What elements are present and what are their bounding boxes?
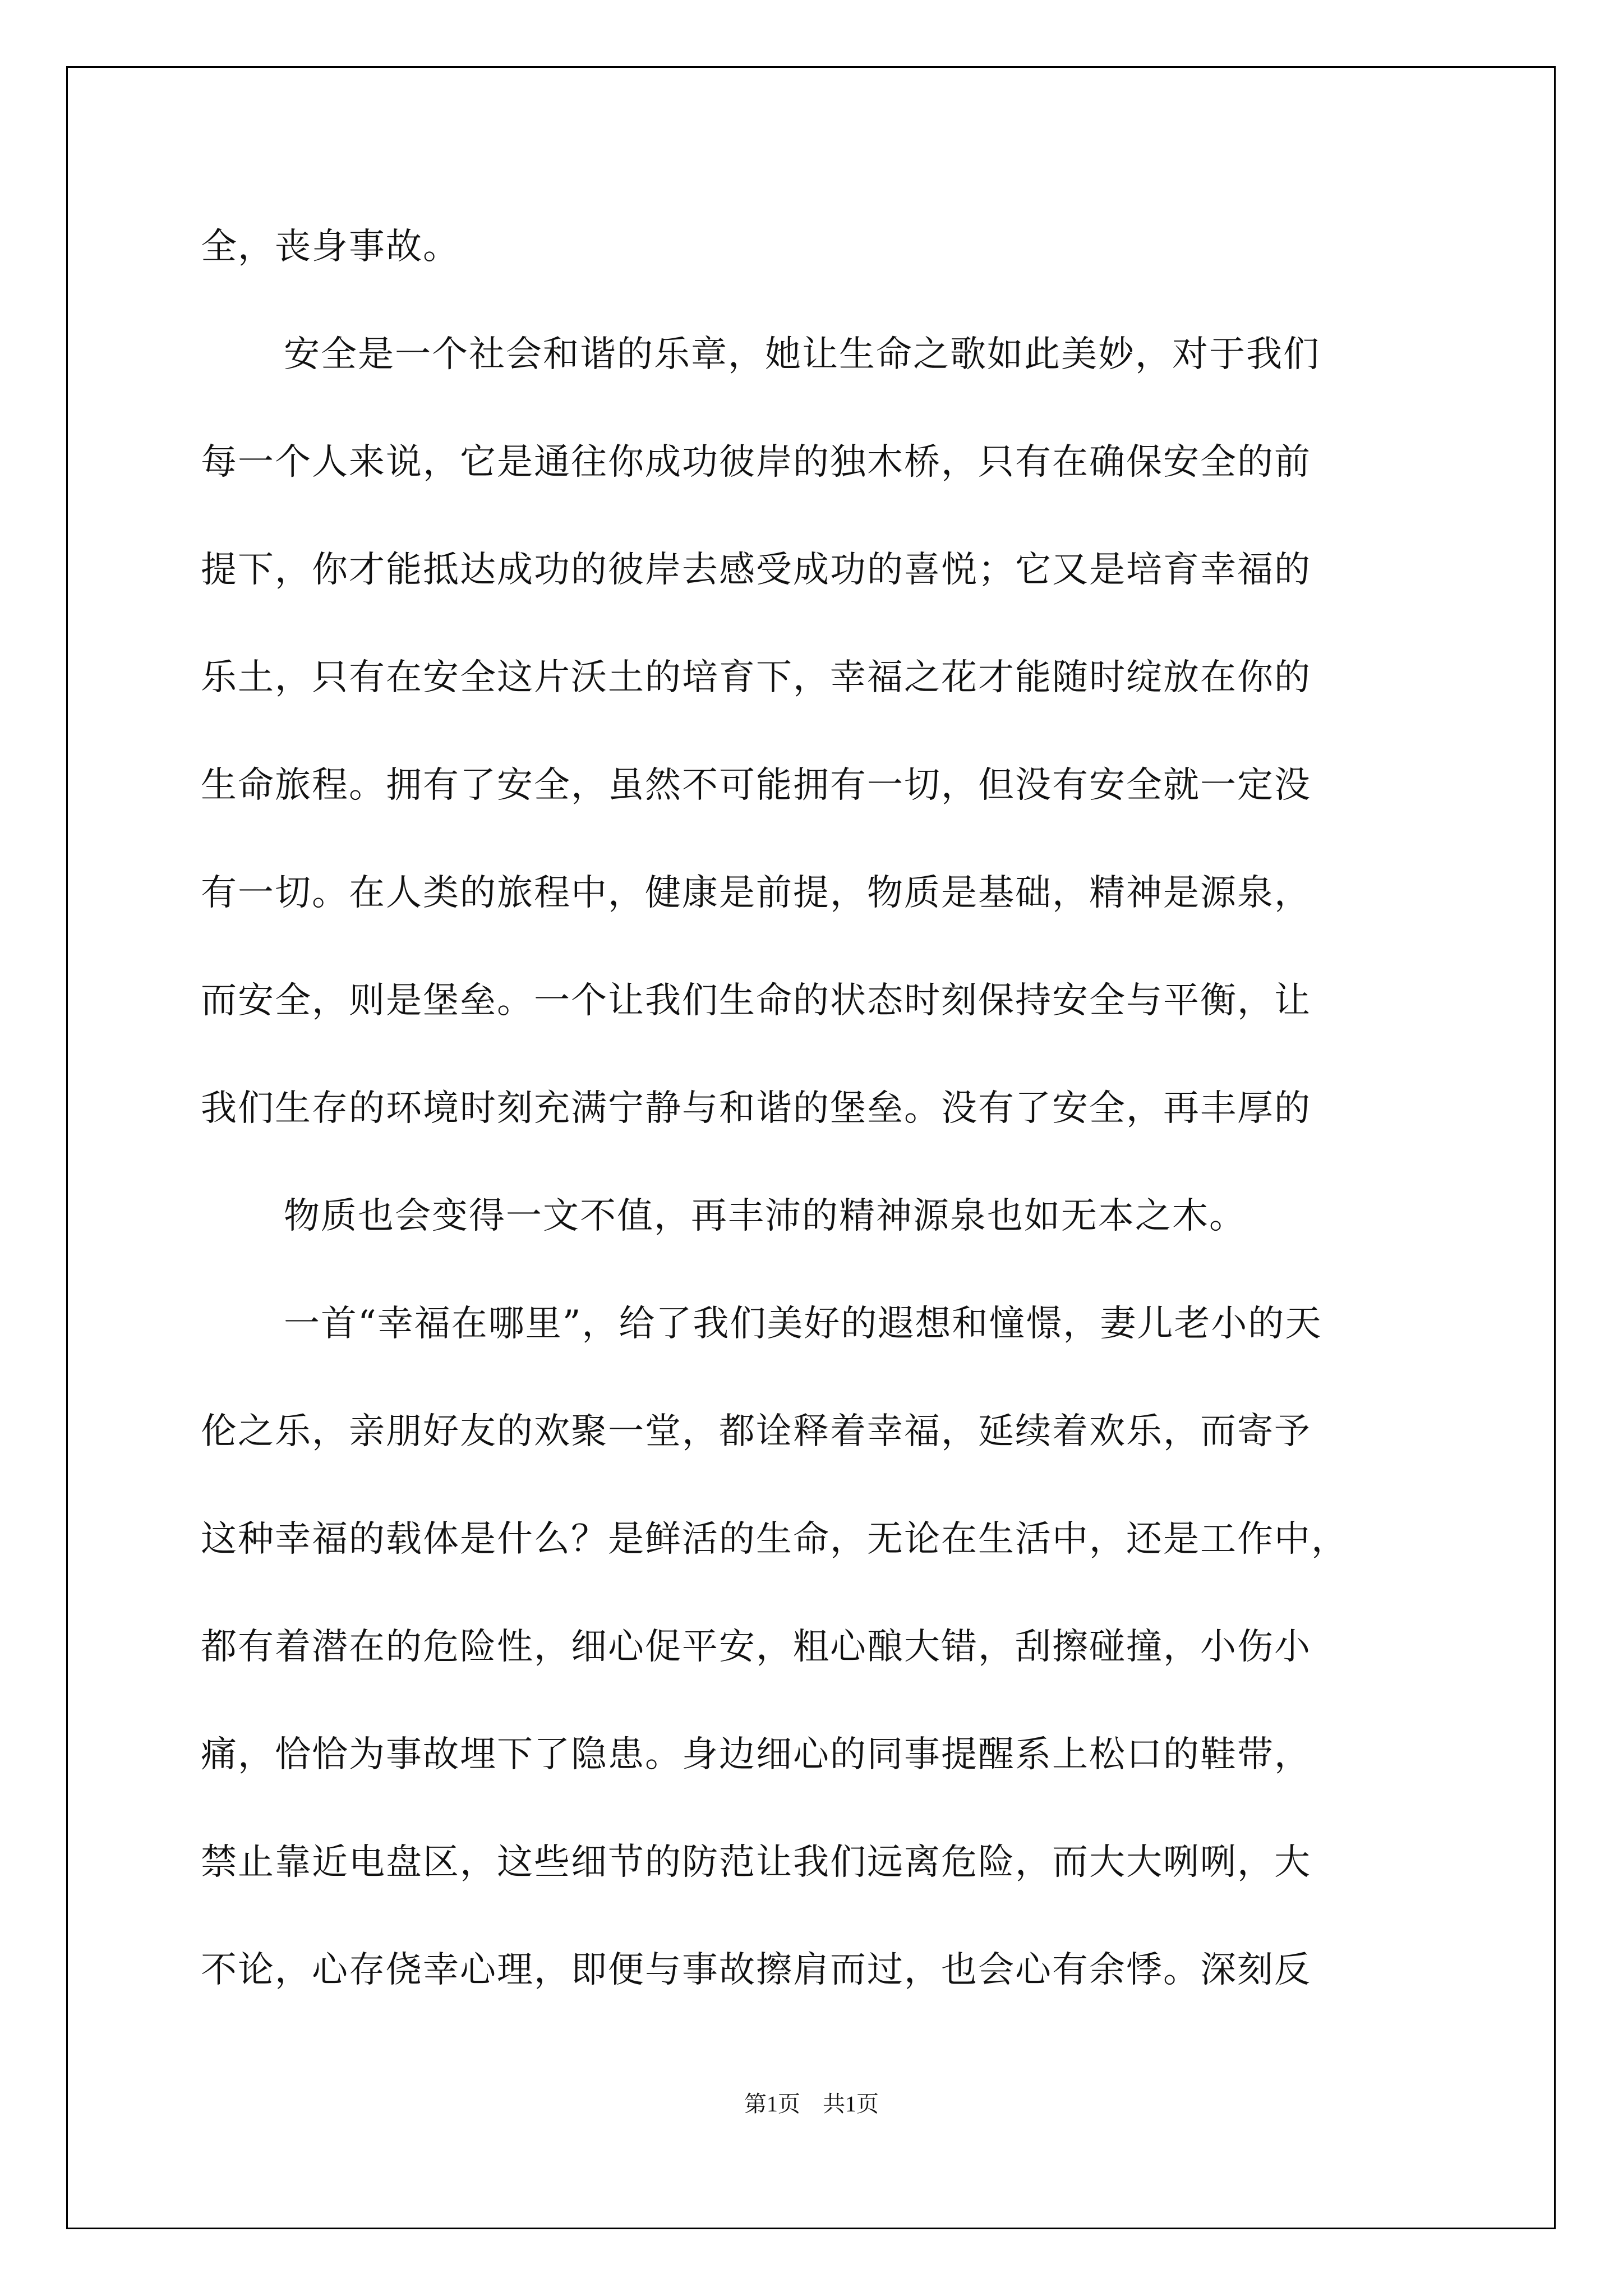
text-line: 生命旅程。拥有了安全，虽然不可能拥有一切，但没有安全就一定没 [201, 765, 1311, 806]
text-line: 都有着潜在的危险性，细心促平安，粗心酿大错，刮擦碰撞，小伤小 [201, 1626, 1311, 1668]
text-line: 一首“幸福在哪里”，给了我们美好的遐想和憧憬，妻儿老小的天 [284, 1303, 1322, 1345]
text-line: 我们生存的环境时刻充满宁静与和谐的堡垒。没有了安全，再丰厚的 [201, 1088, 1311, 1129]
text-line: 乐土，只有在安全这片沃土的培育下，幸福之花才能随时绽放在你的 [201, 657, 1311, 698]
text-line: 伦之乐，亲朋好友的欢聚一堂，都诠释着幸福，延续着欢乐，而寄予 [201, 1411, 1311, 1452]
text-line: 禁止靠近电盘区，这些细节的防范让我们远离危险，而大大咧咧，大 [201, 1842, 1311, 1883]
text-line: 这种幸福的载体是什么？是鲜活的生命，无论在生活中，还是工作中， [201, 1519, 1348, 1560]
text-line: 提下，你才能抵达成功的彼岸去感受成功的喜悦；它又是培育幸福的 [201, 549, 1311, 591]
text-line: 不论，心存侥幸心理，即便与事故擦肩而过，也会心有余悸。深刻反 [201, 1949, 1311, 1991]
text-line: 有一切。在人类的旅程中，健康是前提，物质是基础，精神是源泉， [201, 872, 1311, 914]
text-line: 物质也会变得一文不值，再丰沛的精神源泉也如无本之木。 [284, 1195, 1246, 1237]
text-line: 痛，恰恰为事故埋下了隐患。身边细心的同事提醒系上松口的鞋带， [201, 1734, 1311, 1775]
text-line: 每一个人来说，它是通往你成功彼岸的独木桥，只有在确保安全的前 [201, 441, 1311, 483]
text-line: 安全是一个社会和谐的乐章，她让生命之歌如此美妙，对于我们 [284, 334, 1320, 375]
page-border [66, 66, 1556, 2229]
text-line: 而安全，则是堡垒。一个让我们生命的状态时刻保持安全与平衡，让 [201, 980, 1311, 1022]
text-line: 全，丧身事故。 [201, 226, 460, 268]
page-footer: 第1页 共1页 [744, 2091, 879, 2116]
